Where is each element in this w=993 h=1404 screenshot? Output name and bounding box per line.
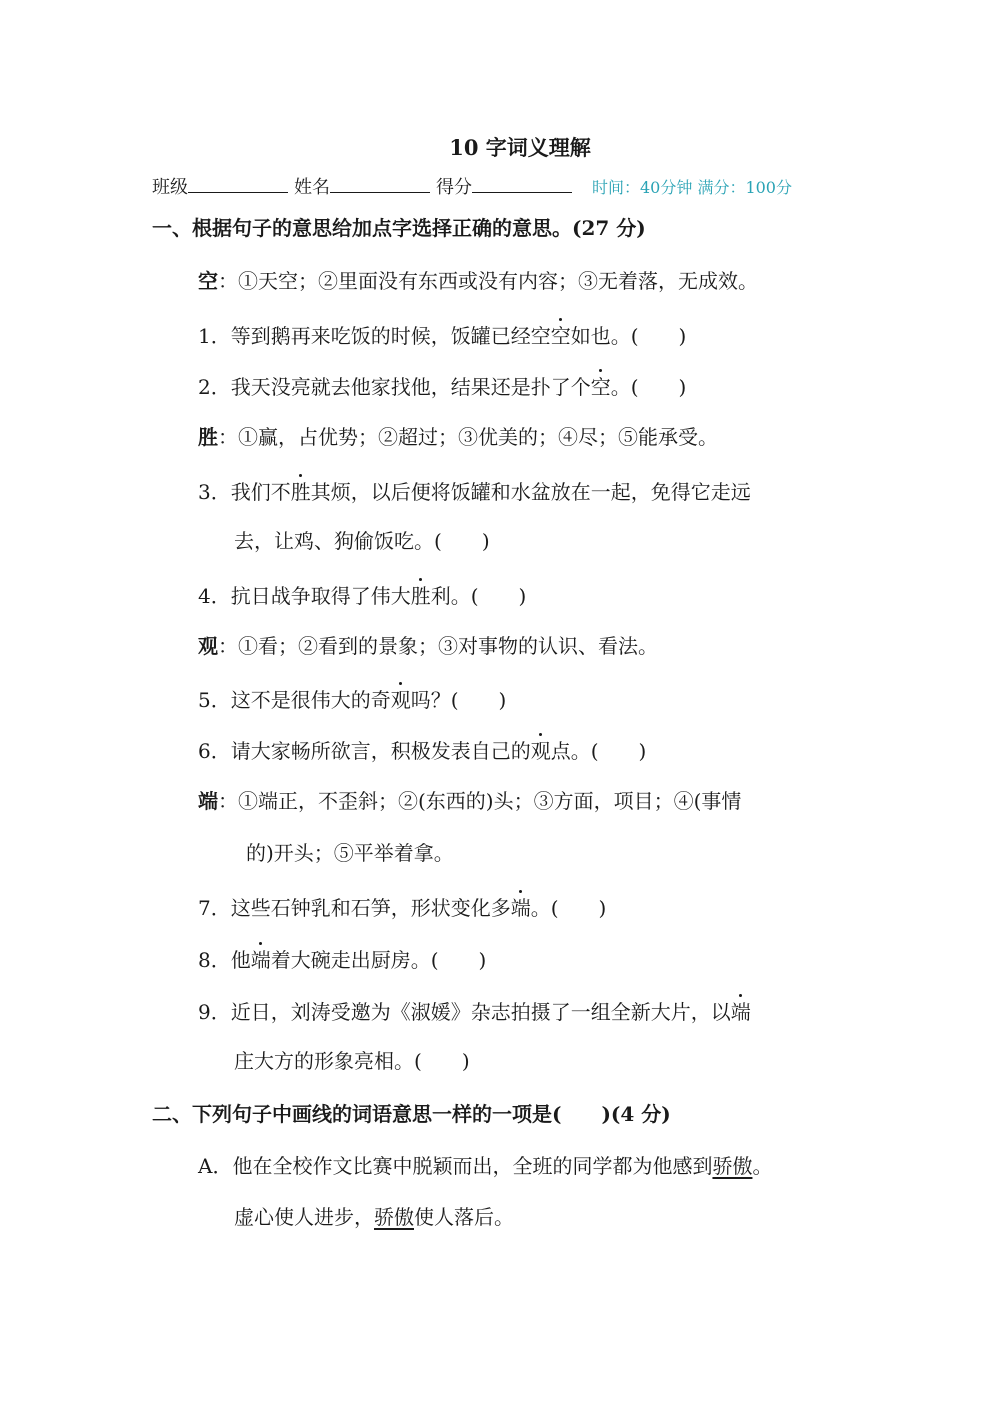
question-4 <box>198 580 526 609</box>
underlined-word: 骄傲 <box>712 1154 753 1178</box>
question-text: 9．近日，刘涛受邀为《淑媛》杂志拍摄了一组全新大片，以 <box>198 1000 731 1024</box>
option-text: A．他在全校作文比赛中脱颖而出，全班的同学都为他感到 <box>198 1154 713 1178</box>
question-3 <box>198 476 751 505</box>
dotted-char: 空 <box>590 375 611 399</box>
paren-close: ) <box>498 688 507 712</box>
definitions: ：①赢，占优势；②超过；③优美的；④尽；⑤能承受。 <box>218 425 718 449</box>
question-text: 如也。( <box>570 324 639 348</box>
question-7 <box>198 892 606 921</box>
question-9 <box>198 996 751 1025</box>
dotted-char: 观 <box>390 688 411 712</box>
dotted-char: 端 <box>250 948 271 972</box>
question-text: 7．这些石钟乳和石笋，形状变化多 <box>198 896 511 920</box>
heading-text: )(4 分) <box>601 1102 671 1126</box>
question-text: 2．我天没亮就去他家找他，结果还是扑了个 <box>198 375 591 399</box>
option-text: 使人落后。 <box>414 1205 514 1229</box>
paren-close: ) <box>678 375 687 399</box>
question-text: 5．这不是很伟大的奇 <box>198 688 391 712</box>
paren-close: ) <box>638 739 647 763</box>
question-text: 庄大方的形象亮相。( <box>234 1049 422 1073</box>
dotted-char: 胜 <box>410 584 431 608</box>
option-a-continued <box>234 1201 514 1230</box>
option-text: 虚心使人进步， <box>234 1205 374 1229</box>
question-1 <box>198 320 686 349</box>
question-6 <box>198 735 646 764</box>
paren-close: ) <box>461 1049 470 1073</box>
dotted-char: 观 <box>530 739 551 763</box>
question-9-continued <box>234 1045 470 1074</box>
definition-kong <box>198 265 758 294</box>
question-text: 6．请大家畅所欲言，积极发表自己的 <box>198 739 531 763</box>
paren-close: ) <box>598 896 607 920</box>
question-text: 。( <box>610 375 639 399</box>
option-a <box>198 1150 772 1179</box>
question-5 <box>198 684 506 713</box>
question-text: 其烦，以后便将饭罐和水盆放在一起，免得它走远 <box>310 480 751 504</box>
definition-sheng <box>198 421 718 450</box>
question-text: 1．等到鹅再来吃饭的时候，饭罐已经空 <box>198 324 551 348</box>
option-text: 。 <box>752 1154 773 1178</box>
question-text: 3．我们不 <box>198 480 291 504</box>
page-title: 10 字词义理解 <box>449 135 591 160</box>
question-text: 8．他 <box>198 948 251 972</box>
paren-close: ) <box>678 324 687 348</box>
section2-heading <box>152 1098 671 1127</box>
definitions: ：①端正，不歪斜；②(东西的)头；③方面，项目；④(事情 <box>218 789 742 813</box>
question-8 <box>198 944 486 973</box>
key-char: 观 <box>198 634 218 658</box>
dotted-char: 端 <box>510 896 531 920</box>
name-blank[interactable] <box>330 172 430 193</box>
key-char: 胜 <box>198 425 218 449</box>
question-text: 利。( <box>430 584 479 608</box>
name-label: 姓名 <box>294 177 330 198</box>
question-text: 。( <box>530 896 559 920</box>
class-blank[interactable] <box>188 172 288 193</box>
section1-heading: 一、根据句子的意思给加点字选择正确的意思。(27 分) <box>152 216 646 240</box>
definitions: ：①看；②看到的景象；③对事物的认识、看法。 <box>218 634 658 658</box>
score-blank[interactable] <box>472 172 572 193</box>
dotted-char: 胜 <box>290 480 311 504</box>
question-text: 着大碗走出厨房。( <box>270 948 439 972</box>
class-label: 班级 <box>152 177 188 198</box>
key-char: 端 <box>198 789 218 813</box>
question-3-continued <box>234 525 490 554</box>
paren-close: ) <box>481 529 490 553</box>
score-label: 得分 <box>436 177 472 198</box>
question-text: 4．抗日战争取得了伟大 <box>198 584 411 608</box>
paren-close: ) <box>478 948 487 972</box>
dotted-char: 端 <box>730 1000 751 1024</box>
question-text: 吗？( <box>410 688 459 712</box>
heading-text: 二、下列句子中画线的词语意思一样的一项是( <box>152 1102 562 1126</box>
time-info: 时间：40分钟 满分：100分 <box>592 178 792 197</box>
definitions: ：①天空；②里面没有东西或没有内容；③无着落，无成效。 <box>218 269 758 293</box>
key-char: 空 <box>198 269 218 293</box>
question-2 <box>198 371 686 400</box>
definition-guan <box>198 630 658 659</box>
question-text: 点。( <box>550 739 599 763</box>
dotted-char: 空 <box>550 324 571 348</box>
paren-close: ) <box>518 584 527 608</box>
definition-duan <box>198 785 741 814</box>
question-text: 去，让鸡、狗偷饭吃。( <box>234 529 442 553</box>
underlined-word: 骄傲 <box>374 1205 414 1229</box>
definition-duan-continued: 的)开头；⑤平举着拿。 <box>246 841 454 865</box>
student-info-row <box>152 172 792 199</box>
